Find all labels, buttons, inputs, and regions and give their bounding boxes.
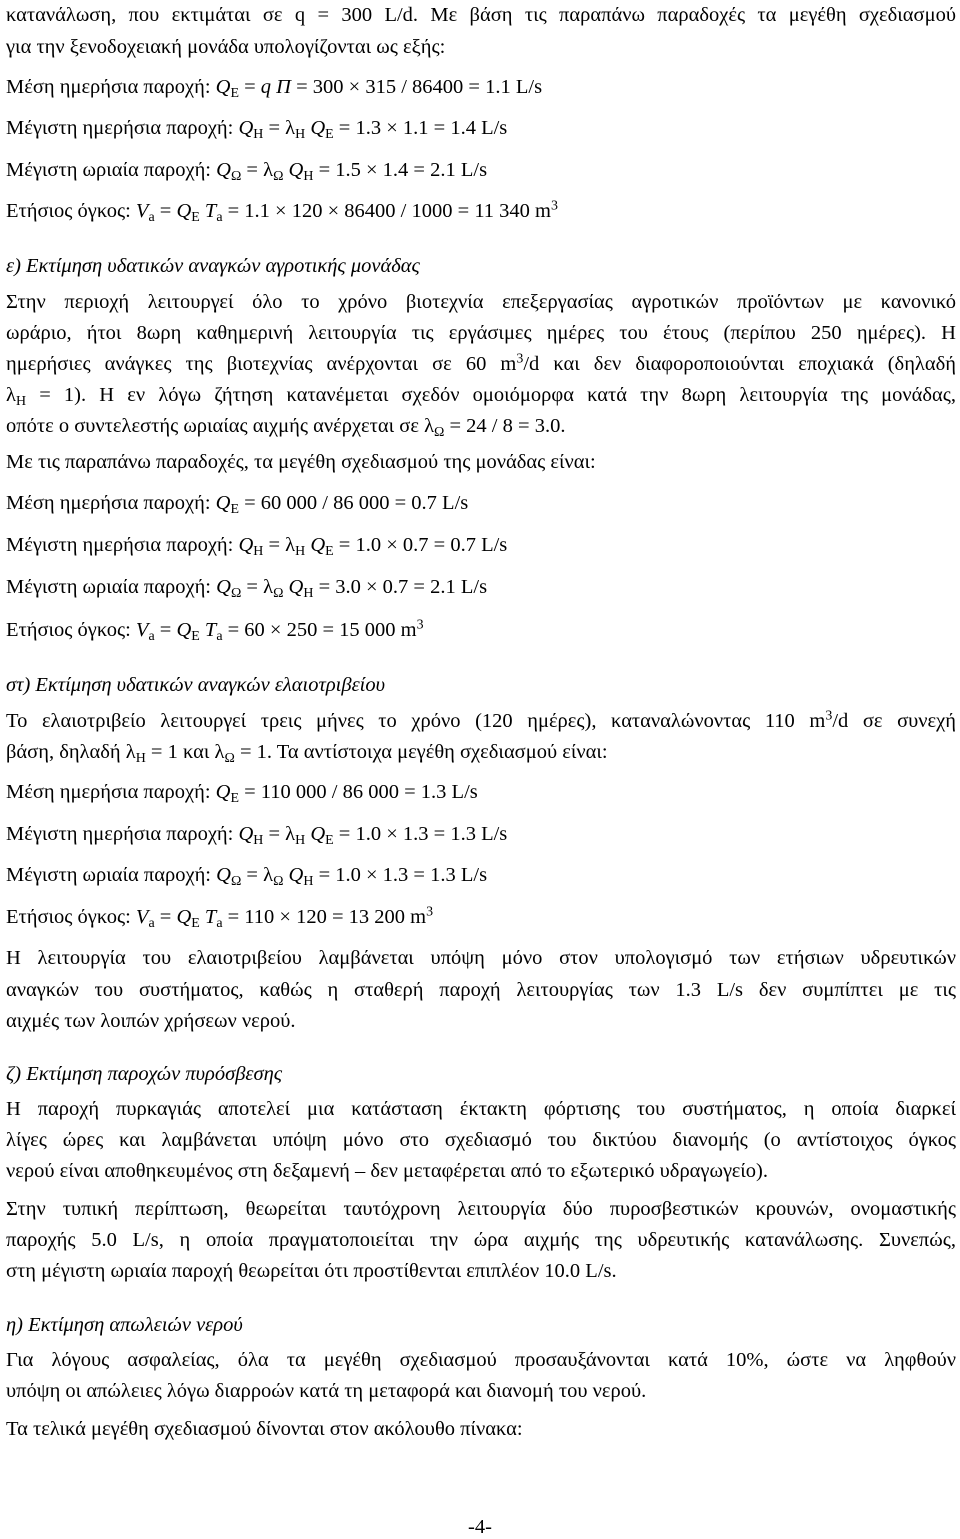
paragraph-line: Στην τυπική περίπτωση, θεωρείται ταυτόχρονη λειτουργία δύο πυροσβεστικών κρουνών, ονομαστικής [6,1198,956,1220]
formula-max-hourly: Μέγιστη ωριαία παροχή: $Q_\Omega = \lambda_\Omega$ $Q_H = 1.5 \times 1.4 = 2.1$ L/s [6,159,488,184]
paragraph-line: αιχμές των λοιπών χρήσεων νερού. [6,1010,296,1032]
paragraph-line: Στην περιοχή λειτουργεί όλο το χρόνο βιοτεχνία επεξεργασίας αγροτικών προϊόντων με κανονικό [6,291,956,313]
paragraph-line: παροχής 5.0 L/s, η οποία πραγματοποιείται την ώρα αιχμής της υδρευτικής κατανάλωσης. Συνεπώς, [6,1229,956,1251]
paragraph-line: ημερήσιες ανάγκες της βιοτεχνίας ανέρχονται σε 60 $m^3/d$ και δεν διαφοροποιούνται εποχιακά (δηλαδή [6,351,956,375]
paragraph-line: Με τις παραπάνω παραδοχές, τα μεγέθη σχεδιασμού της μονάδας είναι: [6,451,596,473]
formula-mean-daily: Μέση ημερήσια παροχή: $Q_E = q$ Π = 300 × 315 / 86400 = 1.1 L/s [6,76,543,101]
formula-annual-volume: Ετήσιος όγκος: $V_a = Q_E$ $T_a = 60 \times 250 = 15$ 000 $m^3$ [6,617,424,644]
formula-max-daily: Μέγιστη ημερήσια παροχή: $Q_H = \lambda_H$ $Q_E = 1.3 \times 1.1 = 1.4$ L/s [6,117,508,142]
formula-max-daily: Μέγιστη ημερήσια παροχή: $Q_H = \lambda_H$ $Q_E = 1.0 \times 0.7 = 0.7$ L/s [6,534,508,559]
section-heading: η) Εκτίμηση απωλειών νερού [6,1314,243,1336]
paragraph-line: στη μέγιστη ωριαία παροχή θεωρείται ότι προστίθενται επιπλέον 10.0 L/s. [6,1260,617,1282]
section-heading: ζ) Εκτίμηση παροχών πυρόσβεσης [6,1063,283,1085]
paragraph-line: λίγες ώρες και λαμβάνεται υπόψη μόνο στο σχεδιασμό του δικτύου διανομής (ο αντίστοιχος όγκος [6,1129,956,1151]
paragraph-line: κατανάλωση, που εκτιμάται σε q = 300 L/d. Με βάση τις παραπάνω παραδοχές τα μεγέθη σχεδιασμού [6,4,956,26]
paragraph-line: Η παροχή πυρκαγιάς αποτελεί μια κατάσταση έκτακτη φόρτισης του συστήματος, η οποία διαρκεί [6,1098,956,1120]
paragraph-line: νερού είναι αποθηκευμένος στη δεξαμενή – δεν μεταφέρεται από το εξωτερικό υδραγωγείο). [6,1160,769,1182]
section-heading: στ) Εκτίμηση υδατικών αναγκών ελαιοτριβείου [6,674,385,696]
paragraph-line: για την ξενοδοχειακή μονάδα υπολογίζονται ως εξής: [6,36,446,58]
paragraph-line: οπότε ο συντελεστής ωριαίας αιχμής ανέρχεται σε $\lambda_\Omega = 24 / 8 = 3.0$. [6,415,566,440]
formula-max-hourly: Μέγιστη ωριαία παροχή: $Q_\Omega = \lambda_\Omega$ $Q_H = 3.0 \times 0.7 = 2.1$ L/s [6,576,488,601]
page-number: -4- [468,1516,492,1538]
section-heading: ε) Εκτίμηση υδατικών αναγκών αγροτικής μονάδας [6,255,420,277]
paragraph-line: ωράριο, ήτοι 8ωρη καθημερινή λειτουργία τις εργάσιμες ημέρες του έτους (περίπου 250 ημέρες). Η [6,322,956,344]
paragraph-line: υπόψη οι απώλειες λόγω διαρροών κατά τη μεταφορά και διανομή του νερού. [6,1380,647,1402]
formula-mean-daily: Μέση ημερήσια παροχή: $Q_E = 110$ 000 / 86 000 = 1.3 L/s [6,781,478,806]
formula-max-daily: Μέγιστη ημερήσια παροχή: $Q_H = \lambda_H$ $Q_E = 1.0 \times 1.3 = 1.3$ L/s [6,823,508,848]
formula-annual-volume: Ετήσιος όγκος: $V_a = Q_E$ $T_a = 110 \times 120 = 13$ 200 $m^3$ [6,904,434,931]
paragraph-line: βάση, δηλαδή $\lambda_H = 1$ και $\lambda_\Omega = 1$. Τα αντίστοιχα μεγέθη σχεδιασμού είναι: [6,741,608,766]
formula-mean-daily: Μέση ημερήσια παροχή: $Q_E = 60$ 000 / 86 000 = 0.7 L/s [6,492,469,517]
formula-max-hourly: Μέγιστη ωριαία παροχή: $Q_\Omega = \lambda_\Omega$ $Q_H = 1.0 \times 1.3 = 1.3$ L/s [6,864,488,889]
formula-annual-volume: Ετήσιος όγκος: $V_a = Q_E$ $T_a = 1.1 \times 120 \times 86400 / 1000 = 11$ 340 $m^3$ [6,198,558,225]
paragraph-line: Τα τελικά μεγέθη σχεδιασμού δίνονται στον ακόλουθο πίνακα: [6,1418,523,1440]
paragraph-line: Η λειτουργία του ελαιοτριβείου λαμβάνεται υπόψη μόνο στον υπολογισμό των ετήσιων υδρευτικών [6,947,956,969]
paragraph-line: αναγκών του συστήματος, καθώς η σταθερή παροχή λειτουργίας των 1.3 L/s δεν συμπίπτει με τις [6,979,956,1001]
paragraph-line: Για λόγους ασφαλείας, όλα τα μεγέθη σχεδιασμού προσαυξάνονται κατά 10%, ώστε να ληφθούν [6,1349,956,1371]
paragraph-line: $\lambda_H = 1$). Η εν λόγω ζήτηση κατανέμεται σχεδόν ομοιόμορφα κατά την 8ωρη λειτουργία της μονάδας, [6,384,956,409]
paragraph-line: Το ελαιοτριβείο λειτουργεί τρεις μήνες το χρόνο (120 ημέρες), καταναλώνοντας 110 $m^3/d$ σε συνεχή [6,708,956,732]
